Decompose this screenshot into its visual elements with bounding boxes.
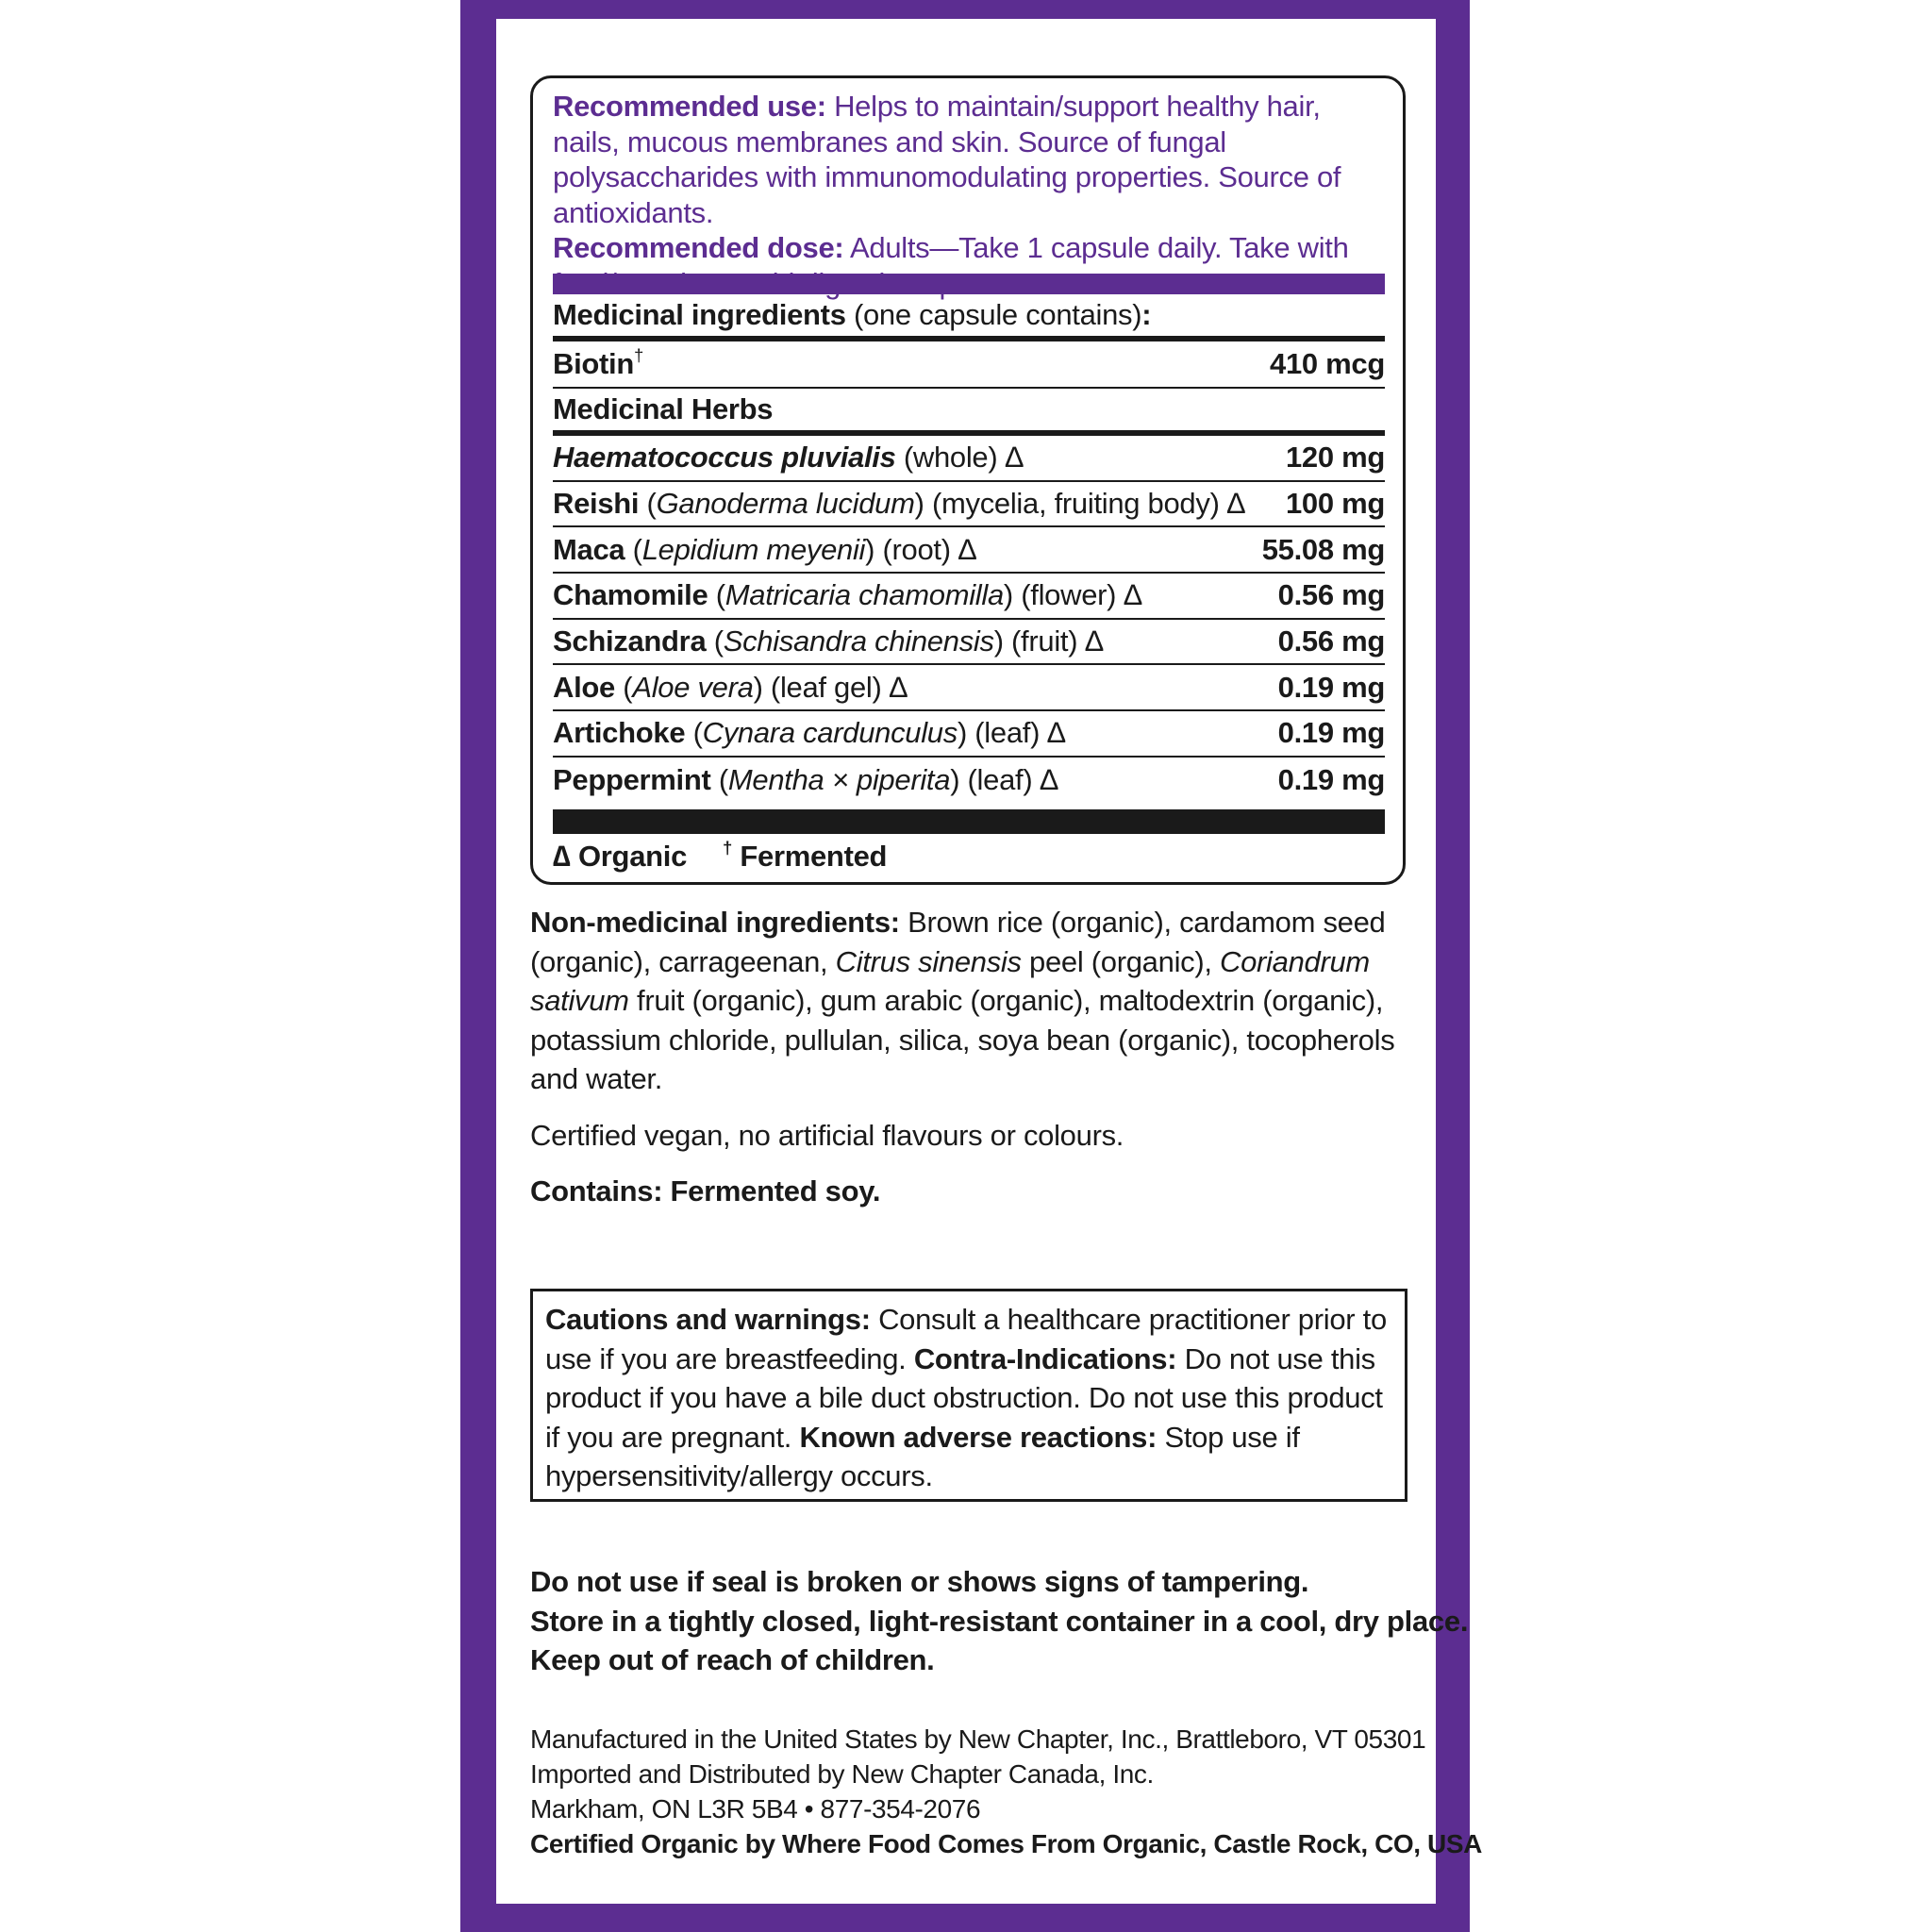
herb-latin-name: Lepidium meyenii <box>641 532 866 566</box>
purple-divider-bar <box>553 274 1385 294</box>
recommended-use-text: Helps to maintain/support healthy hair, nails, mucous membranes and skin. Source of fungal polysaccharides with immunomodulating properties. Source of antioxidants. <box>553 90 1341 229</box>
cautions-text-2: Do not use this product if you have a bile duct obstruction. Do not use this product if you are pregnant. <box>545 1341 1383 1454</box>
herb-common-name: Schizandra <box>553 625 707 658</box>
herb-name: Chamomile (Matricaria chamomilla) (flower) ∆ <box>553 578 1142 612</box>
table-row <box>553 482 1385 528</box>
herb-amount: 0.19 mg <box>1277 763 1385 797</box>
herb-amount: 55.08 mg <box>1261 532 1385 566</box>
table-legend <box>553 837 888 874</box>
herb-part: ) (leaf) ∆ <box>950 763 1058 797</box>
storage-line: Do not use if seal is broken or shows signs of tampering. <box>530 1565 1309 1598</box>
table-heading-colon: : <box>1141 298 1152 331</box>
storage-line: Store in a tightly closed, light-resistant container in a cool, dry place. <box>530 1604 1469 1638</box>
herb-name: Aloe (Aloe vera) (leaf gel) ∆ <box>553 670 908 704</box>
legend-organic: ∆ Organic <box>553 840 688 873</box>
herb-common-name: Peppermint <box>553 763 711 797</box>
contains-allergen: Contains: Fermented soy. <box>530 1174 881 1208</box>
cautions-text-3: Stop use if hypersensitivity/allergy occurs. <box>545 1420 1300 1492</box>
herb-common-name: Maca <box>553 532 625 566</box>
herb-part: ) (leaf gel) ∆ <box>753 670 908 704</box>
table-row <box>553 574 1385 620</box>
non-medicinal-text-3: fruit (organic), gum arabic (organic), maltodextrin (organic), potassium chloride, pullulan, silica, soya bean (organic), tocopherols and water. <box>530 984 1395 1095</box>
herb-common-name: Reishi <box>553 487 640 521</box>
biotin-name: Biotin <box>553 347 635 380</box>
non-medicinal-label: Non-medicinal ingredients: <box>530 906 900 939</box>
table-row <box>553 665 1385 711</box>
contra-indications-label: Contra-Indications: <box>913 1341 1177 1375</box>
table-heading-bold: Medicinal ingredients <box>553 298 846 331</box>
herb-amount: 0.19 mg <box>1277 716 1385 750</box>
non-medicinal-text-2: peel (organic), <box>1021 944 1220 978</box>
herb-amount: 0.56 mg <box>1277 578 1385 612</box>
herb-latin-name: Ganoderma lucidum <box>656 487 915 521</box>
cautions-text <box>545 1300 1394 1496</box>
table-row <box>553 620 1385 666</box>
table-heading-rest: (one capsule contains) <box>845 298 1142 331</box>
herb-latin-name: Aloe vera <box>632 670 754 704</box>
legend-fermented: Fermented <box>732 840 888 873</box>
non-medicinal-italic-2: Coriandrum sativum <box>530 944 1370 1017</box>
herb-amount: 0.19 mg <box>1277 670 1385 704</box>
herb-name <box>553 441 1023 475</box>
cautions-text-1: Consult a healthcare practitioner prior to use if you are breastfeeding. <box>545 1303 1387 1375</box>
legend-fermented-mark: † <box>723 837 733 858</box>
recommended-use-label: Recommended use: <box>553 90 826 123</box>
biotin-amount: 410 mcg <box>1270 347 1385 380</box>
address-line: Markham, ON L3R 5B4 • 877-354-2076 <box>530 1794 981 1824</box>
table-row <box>553 711 1385 758</box>
herb-latin-name: Cynara cardunculus <box>702 716 958 750</box>
non-medicinal-italic-1: Citrus sinensis <box>835 944 1022 978</box>
table-heading <box>553 294 1385 341</box>
herb-name: Peppermint (Mentha × piperita) (leaf) ∆ <box>553 763 1058 797</box>
vegan-note: Certified vegan, no artificial flavours or colours. <box>530 1119 1124 1152</box>
cautions-label: Cautions and warnings: <box>545 1303 871 1336</box>
herb-part: ) (mycelia, fruiting body) ∆ <box>914 487 1245 521</box>
distributor-line: Imported and Distributed by New Chapter Canada, Inc. <box>530 1759 1154 1789</box>
storage-instructions <box>530 1562 1469 1680</box>
herb-part: ) (flower) ∆ <box>1003 578 1142 612</box>
herb-name: Maca (Lepidium meyenii) (root) ∆ <box>553 532 976 566</box>
manufacturer-line: Manufactured in the United States by New Chapter, Inc., Brattleboro, VT 05301 <box>530 1724 1426 1754</box>
herb-part: ) (root) ∆ <box>865 532 976 566</box>
black-divider-bar <box>553 809 1385 834</box>
herb-latin-name: Matricaria chamomilla <box>724 578 1004 612</box>
recommended-section <box>553 89 1392 301</box>
certification-line: Certified Organic by Where Food Comes From Organic, Castle Rock, CO, USA <box>530 1829 1482 1858</box>
herb-amount: 100 mg <box>1285 487 1385 521</box>
herb-amount: 0.56 mg <box>1277 625 1385 658</box>
non-medicinal-text-1: Brown rice (organic), cardamom seed (organic), carrageenan, <box>530 906 1386 978</box>
herb-name: Artichoke (Cynara cardunculus) (leaf) ∆ <box>553 716 1066 750</box>
herb-name: Schizandra (Schisandra chinensis) (fruit) ∆ <box>553 625 1104 658</box>
table-row <box>553 758 1385 804</box>
medicinal-herbs-heading <box>553 389 1385 436</box>
herb-amount: 120 mg <box>1285 441 1385 475</box>
herb-part: ) (leaf) ∆ <box>957 716 1066 750</box>
herb-part: (whole) ∆ <box>895 441 1024 475</box>
herb-latin-name: Schisandra chinensis <box>723 625 994 658</box>
fermented-mark: † <box>634 344 644 365</box>
recommended-dose-text: Adults—Take 1 capsule daily. Take with <box>850 231 1349 264</box>
herb-latin-name: Haematococcus pluvialis <box>553 441 896 475</box>
recommended-dose-label: Recommended dose: <box>553 231 844 264</box>
herb-name: Reishi (Ganoderma lucidum) (mycelia, fruiting body) ∆ <box>553 487 1245 521</box>
adverse-reactions-label: Known adverse reactions: <box>799 1420 1158 1454</box>
table-row <box>553 527 1385 574</box>
table-row <box>553 436 1385 482</box>
herb-common-name: Artichoke <box>553 716 686 750</box>
herb-latin-name: Mentha × piperita <box>727 763 951 797</box>
non-medicinal-ingredients <box>530 903 1407 1099</box>
manufacturer-info <box>530 1722 1482 1861</box>
herb-common-name: Aloe <box>553 670 615 704</box>
herbs-heading-label: Medicinal Herbs <box>553 392 774 425</box>
herb-part: ) (fruit) ∆ <box>993 625 1104 658</box>
storage-line: Keep out of reach of children. <box>530 1643 935 1676</box>
table-row-biotin <box>553 341 1385 389</box>
herb-common-name: Chamomile <box>553 578 708 612</box>
medicinal-ingredients-table <box>553 294 1385 804</box>
